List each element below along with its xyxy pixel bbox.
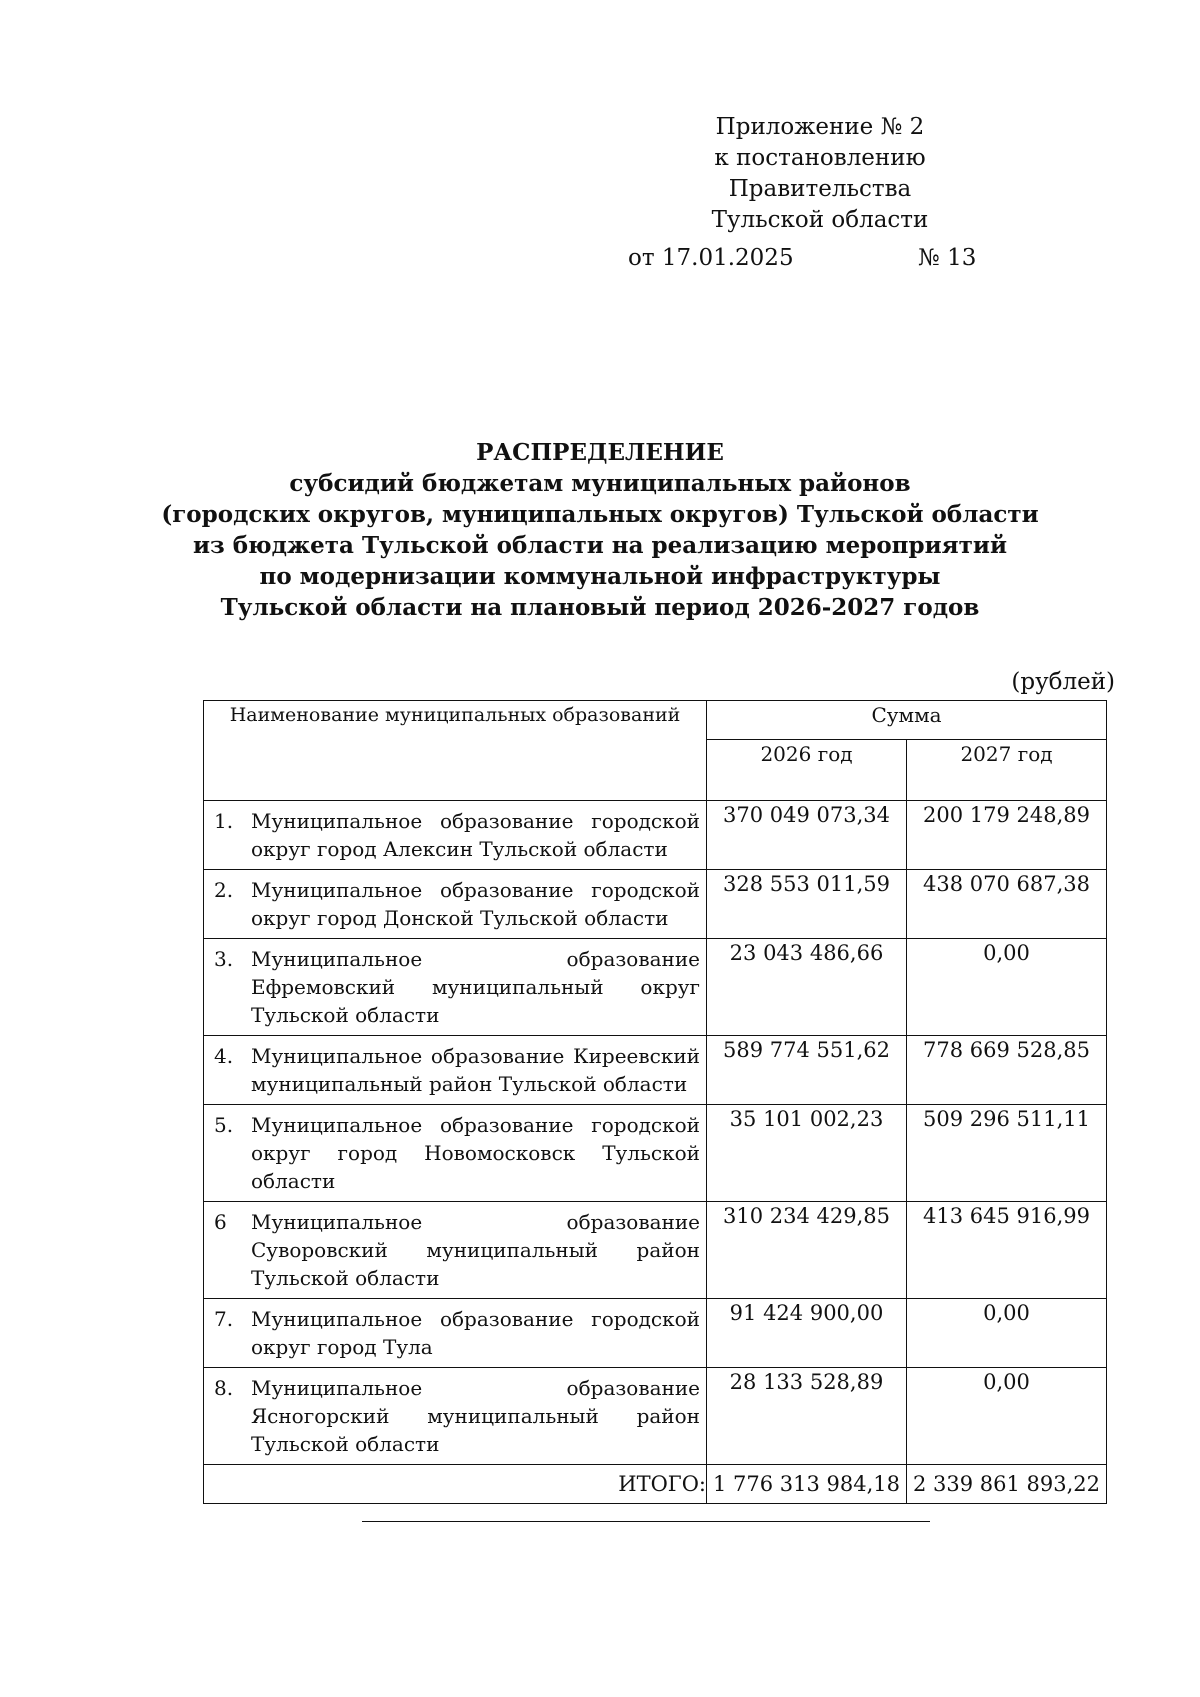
title-line-5: по модернизации коммунальной инфраструктуры (259, 563, 941, 590)
decree-date: от 17.01.2025 (628, 245, 794, 271)
table-row (204, 1202, 1107, 1299)
appendix-header (620, 112, 1020, 236)
header-municipality-name: Наименование муниципальных образований (204, 701, 707, 801)
total-2027: 2 339 861 893,22 (907, 1465, 1107, 1504)
table-row (204, 870, 1107, 939)
amount-2026: 370 049 073,34 (707, 801, 907, 870)
row-number: 5. (214, 1113, 234, 1137)
appendix-decree-ref: к постановлению Правительства (714, 145, 926, 202)
total-label: ИТОГО: (204, 1465, 707, 1504)
amount-2027: 0,00 (907, 1299, 1107, 1368)
title-line-4: из бюджета Тульской области на реализацию мероприятий (192, 532, 1008, 559)
distribution-table (203, 700, 1107, 1504)
table-row (204, 1368, 1107, 1465)
municipality-cell (204, 1036, 707, 1105)
municipality-name: Муниципальное образование городской округ город Донской Тульской области (251, 878, 700, 930)
municipality-name: Муниципальное образование городской округ город Тула (251, 1307, 700, 1359)
end-of-document-line (362, 1521, 930, 1522)
amount-2026: 328 553 011,59 (707, 870, 907, 939)
municipality-name: Муниципальное образование городской округ город Новомосковск Тульской области (251, 1113, 700, 1193)
municipality-cell (204, 1202, 707, 1299)
amount-2026: 35 101 002,23 (707, 1105, 907, 1202)
municipality-name: Муниципальное образование Ясногорский муниципальный район Тульской области (251, 1376, 700, 1456)
row-number: 4. (214, 1044, 234, 1068)
title-line-2: субсидий бюджетам муниципальных районов (289, 470, 911, 497)
appendix-number: Приложение № 2 (715, 114, 925, 140)
row-number: 3. (214, 947, 234, 971)
amount-2027: 413 645 916,99 (907, 1202, 1107, 1299)
row-number: 8. (214, 1376, 234, 1400)
row-number: 6 (214, 1210, 227, 1234)
municipality-name: Муниципальное образование городской округ город Алексин Тульской области (251, 809, 700, 861)
amount-2027: 200 179 248,89 (907, 801, 1107, 870)
decree-date-line (628, 243, 1008, 274)
title-line-1: РАСПРЕДЕЛЕНИЕ (476, 439, 724, 466)
amount-2027: 0,00 (907, 1368, 1107, 1465)
municipality-cell (204, 801, 707, 870)
table-row (204, 1299, 1107, 1368)
amount-2026: 28 133 528,89 (707, 1368, 907, 1465)
municipality-cell (204, 939, 707, 1036)
table-row (204, 939, 1107, 1036)
amount-2026: 589 774 551,62 (707, 1036, 907, 1105)
table-row (204, 1105, 1107, 1202)
header-year-2026: 2026 год (707, 740, 907, 801)
amount-2026: 23 043 486,66 (707, 939, 907, 1036)
document-title (150, 437, 1050, 623)
amount-2026: 310 234 429,85 (707, 1202, 907, 1299)
row-number: 7. (214, 1307, 234, 1331)
table-row (204, 1036, 1107, 1105)
title-line-6: Тульской области на плановый период 2026-2027 годов (220, 594, 980, 621)
table-header-row (204, 701, 1107, 740)
table-row (204, 801, 1107, 870)
header-year-2027: 2027 год (907, 740, 1107, 801)
municipality-name: Муниципальное образование Ефремовский муниципальный округ Тульской области (251, 947, 700, 1027)
municipality-name: Муниципальное образование Киреевский муниципальный район Тульской области (251, 1044, 700, 1096)
units-label: (рублей) (1011, 669, 1115, 695)
municipality-cell (204, 1368, 707, 1465)
amount-2027: 509 296 511,11 (907, 1105, 1107, 1202)
appendix-region: Тульской области (711, 207, 929, 233)
row-number: 1. (214, 809, 234, 833)
header-sum: Сумма (707, 701, 1107, 740)
row-number: 2. (214, 878, 234, 902)
municipality-cell (204, 1299, 707, 1368)
amount-2027: 438 070 687,38 (907, 870, 1107, 939)
municipality-name: Муниципальное образование Суворовский муниципальный район Тульской области (251, 1210, 700, 1290)
amount-2026: 91 424 900,00 (707, 1299, 907, 1368)
amount-2027: 778 669 528,85 (907, 1036, 1107, 1105)
total-row (204, 1465, 1107, 1504)
municipality-cell (204, 1105, 707, 1202)
decree-number: № 13 (918, 245, 977, 271)
municipality-cell (204, 870, 707, 939)
total-2026: 1 776 313 984,18 (707, 1465, 907, 1504)
title-line-3: (городских округов, муниципальных округов) Тульской области (161, 501, 1039, 528)
amount-2027: 0,00 (907, 939, 1107, 1036)
